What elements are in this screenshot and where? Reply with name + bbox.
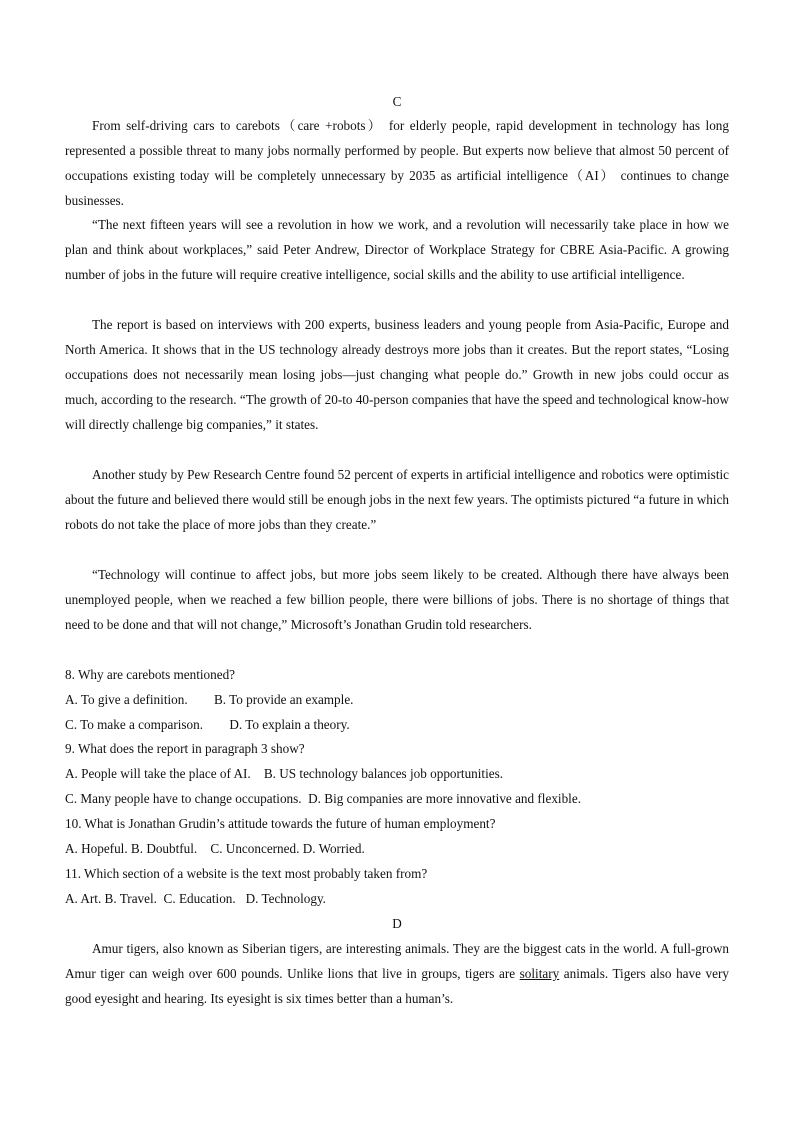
question-9-stem: 9. What does the report in paragraph 3 show? [65, 741, 305, 756]
section-c-paragraph-4: Another study by Pew Research Centre found 52 percent of experts in artificial intelligence and robotics were optimistic about the future and believed there would still be enough jobs in the next few years. The optimists pictured “a future in which robots do not take the place of more jobs than they create.” [65, 467, 729, 532]
question-8-options-row-2: C. To make a comparison. D. To explain a theory. [65, 717, 350, 732]
section-d-paragraph-1-text-b: animals. Tigers also have very good eyesight and hearing. Its eyesight is six times better than a human’s. [65, 966, 729, 1006]
section-c-paragraph-2: “The next fifteen years will see a revolution in how we work, and a revolution will necessarily take place in how we plan and think about workplaces,” said Peter Andrew, Director of Workplace Strategy for CBRE Asia-Pacific. A growing number of jobs in the future will require creative intelligence, social skills and the ability to use artificial intelligence. [65, 217, 729, 282]
question-10-options: A. Hopeful. B. Doubtful. C. Unconcerned. D. Worried. [65, 841, 365, 856]
question-8-stem: 8. Why are carebots mentioned? [65, 667, 236, 682]
question-9-options-row-2: C. Many people have to change occupations. D. Big companies are more innovative and flexible. [65, 791, 581, 806]
question-11-stem: 11. Which section of a website is the text most probably taken from? [65, 866, 428, 881]
question-8-options-row-1: A. To give a definition. B. To provide an example. [65, 692, 354, 707]
section-d-heading: D [392, 916, 402, 931]
section-d-paragraph-1-text-a: Amur tigers, also known as Siberian tigers, are interesting animals. They are the biggest cats in the world. A full-grown Amur tiger can weigh over 600 pounds. Unlike lions that live in groups, tigers are [65, 941, 729, 981]
section-d-paragraph-1 [65, 936, 729, 1011]
section-c-heading: C [392, 94, 402, 109]
section-c-paragraph-1: From self-driving cars to carebots（care +robots） for elderly people, rapid development in technology has long represented a possible threat to many jobs normally performed by people. But experts now believe that almost 50 percent of occupations existing today will be completely unnecessary by 2035 as artificial intelligence（AI） continues to change businesses. [65, 118, 729, 208]
question-9-options-row-1: A. People will take the place of AI. B. US technology balances job opportunities. [65, 766, 504, 781]
question-11-options: A. Art. B. Travel. C. Education. D. Technology. [65, 891, 326, 906]
question-10-stem: 10. What is Jonathan Grudin’s attitude towards the future of human employment? [65, 816, 496, 831]
underlined-word-solitary: solitary [519, 966, 560, 981]
section-c-paragraph-3: The report is based on interviews with 200 experts, business leaders and young people from Asia-Pacific, Europe and North America. It shows that in the US technology already destroys more jobs than it creates. But the report states, “Losing occupations does not necessarily mean losing jobs—just changing what people do.” Growth in new jobs could occur as much, according to the research. “The growth of 20-to 40-person companies that have the speed and technological know-how will directly challenge big companies,” it states. [65, 317, 729, 432]
section-c-paragraph-5: “Technology will continue to affect jobs, but more jobs seem likely to be created. Although there have always been unemployed people, when we reached a few billion people, there were billions of jobs. There is no shortage of things that need to be done and that will not change,” Microsoft’s Jonathan Grudin told researchers. [65, 567, 729, 632]
